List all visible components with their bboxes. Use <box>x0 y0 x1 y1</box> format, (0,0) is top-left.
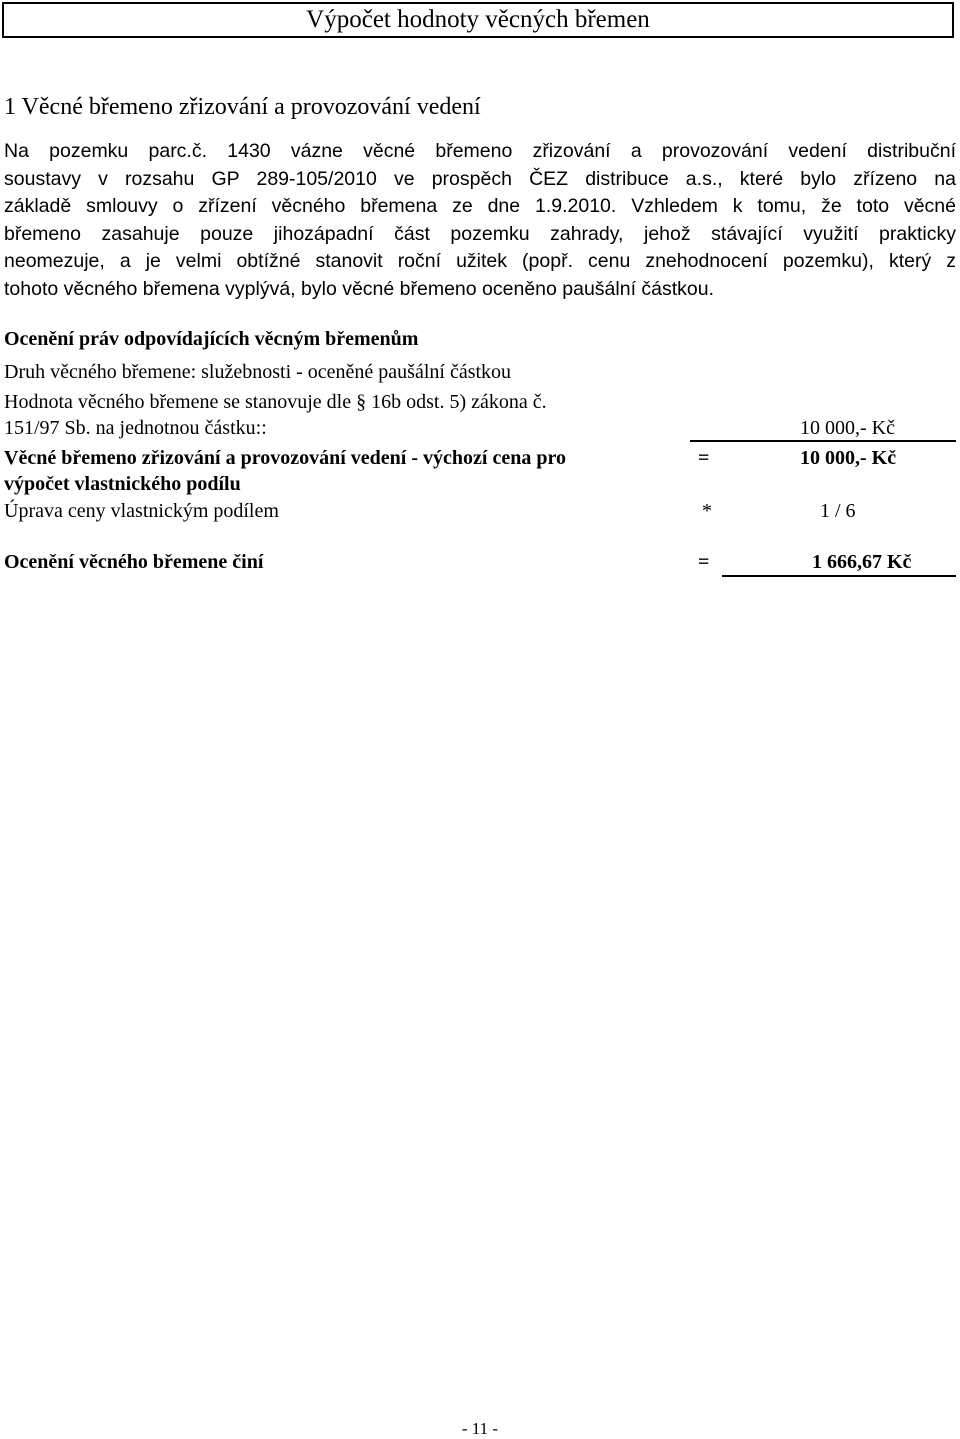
base-price-label: Věcné břemeno zřizování a provozování vedení - výchozí cena pro <box>4 447 566 469</box>
legal-basis-line: Hodnota věcného břemene se stanovuje dle § 16b odst. 5) zákona č. <box>4 391 547 413</box>
result-underline <box>722 575 956 577</box>
base-price-label-2: výpočet vlastnického podílu <box>4 473 241 495</box>
result-label: Ocenění věcného břemene činí <box>4 551 264 573</box>
share-label: Úprava ceny vlastnickým podílem <box>4 500 279 522</box>
share-value: 1 / 6 <box>820 500 856 522</box>
easement-type-line: Druh věcného břemene: služebnosti - oceněné paušální částkou <box>4 361 512 383</box>
share-operator: * <box>702 500 712 522</box>
flat-amount: 10 000,- Kč <box>800 417 895 439</box>
section-heading: 1 Věcné břemeno zřizování a provozování vedení <box>4 94 481 120</box>
paragraph-line: tohoto věcného břemena vyplývá, bylo věcné břemeno oceněno paušální částkou. <box>4 277 715 300</box>
legal-basis-line-2: 151/97 Sb. na jednotnou částku:: <box>4 417 267 439</box>
result-operator: = <box>698 551 710 573</box>
description-paragraph <box>4 138 956 303</box>
amount-underline <box>690 440 956 442</box>
paragraph-line: Na pozemku parc.č. 1430 vázne věcné břemeno zřizování a provozování vedení distribuční <box>4 140 956 162</box>
result-amount: 1 666,67 Kč <box>812 551 912 573</box>
base-operator: = <box>698 447 710 469</box>
paragraph-line: základě smlouvy o zřízení věcného břemena ze dne 1.9.2010. Vzhledem k tomu, že toto věcné <box>4 195 956 217</box>
paragraph-line: břemeno zasahuje pouze jihozápadní část pozemku zahrady, jehož stávající využití prakticky <box>4 222 956 245</box>
base-price-amount: 10 000,- Kč <box>800 447 897 469</box>
page-title: Výpočet hodnoty věcných břemen <box>2 2 954 38</box>
paragraph-line: neomezuje, a je velmi obtížné stanovit roční užitek (popř. cenu znehodnocení pozemku), který z <box>4 250 956 272</box>
page-number: - 11 - <box>461 1419 499 1438</box>
valuation-heading: Ocenění práv odpovídajících věcným břemenům <box>4 328 419 350</box>
paragraph-line: soustavy v rozsahu GP 289-105/2010 ve prospěch ČEZ distribuce a.s., které bylo zřízeno na <box>4 167 956 190</box>
